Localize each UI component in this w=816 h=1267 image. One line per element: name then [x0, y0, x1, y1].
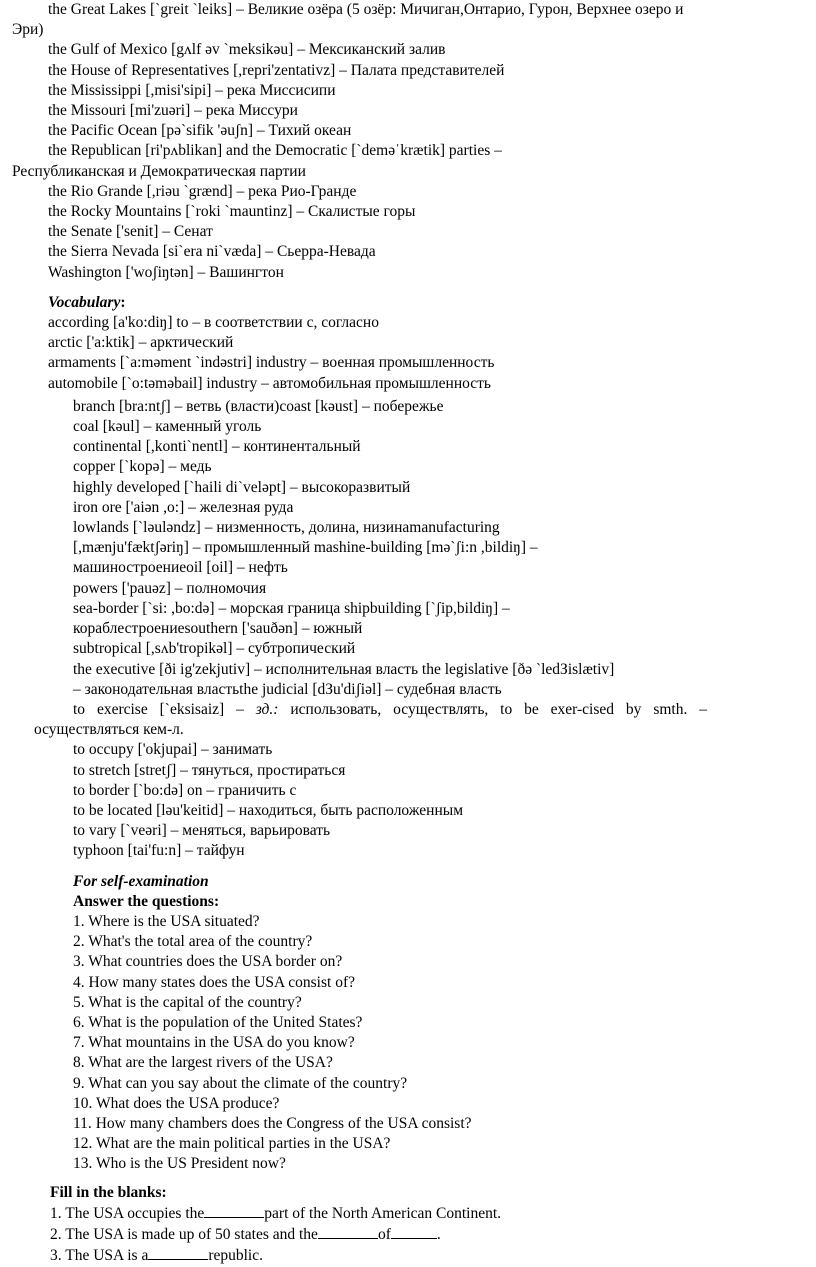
fill-item-text: of [377, 1225, 391, 1243]
question-item [0, 1154, 816, 1174]
question-text: What countries does the USA border on? [88, 953, 343, 971]
list-item: the Pacific Ocean [pə`sifik 'əuʃn] – Тихий океан [48, 122, 352, 140]
list-item-continuation: Эри) [12, 21, 44, 39]
question-text: What's the total area of the country? [88, 933, 313, 951]
question-number: 9. [73, 1074, 85, 1092]
list-item: the Mississippi [,misi'sipi] – река Миссисипи [48, 81, 336, 99]
fill-item-text: part of the North American Continent. [264, 1204, 502, 1222]
question-item [0, 1094, 816, 1114]
fill-blanks-section [0, 1183, 816, 1267]
blank-field[interactable] [204, 1203, 264, 1218]
questions-subtitle: Answer the questions: [73, 892, 220, 910]
place-names-list [0, 0, 816, 283]
question-number: 12. [73, 1135, 93, 1153]
vocab-item: armaments [`a:məment `indəstri] industry – военная промышленность [48, 354, 495, 372]
question-number: 3. [73, 953, 85, 971]
blank-field[interactable] [148, 1245, 208, 1260]
question-text: How many states does the USA consist of? [88, 973, 355, 991]
vocab-item: to vary [`veəri] – меняться, варьировать [73, 822, 331, 840]
vocab-item: кораблестроениеsouthern ['sauðən] – южный [73, 620, 363, 638]
vocabulary-section [0, 293, 816, 394]
self-examination-section [0, 872, 816, 1175]
question-text: What does the USA produce? [95, 1094, 280, 1112]
list-item: the Missouri [mi'zuəri] – река Миссури [48, 102, 298, 120]
list-item: the Rocky Mountains [`roki `mauntinz] – Скалистые горы [48, 203, 416, 221]
question-item [0, 973, 816, 993]
vocab-item: branch [bra:ntʃ] – ветвь (власти)coast [kəust] – побережье [73, 397, 444, 415]
exercise-word: be [524, 700, 539, 718]
exercise-word: – [699, 700, 707, 718]
vocab-item: to occupy ['okjupai] – занимать [73, 741, 273, 759]
fill-item-text: The USA is a [65, 1247, 149, 1265]
exercise-word: to [73, 700, 86, 718]
exercise-word: [`eksisaiz] [159, 700, 225, 718]
vocab-item: arctic ['a:ktik] – арктический [48, 334, 234, 352]
question-item [0, 1074, 816, 1094]
fill-item [0, 1245, 816, 1266]
vocab-item: to be located [ləu'keitid] – находиться, быть расположенным [73, 801, 463, 819]
question-number: 2. [73, 933, 85, 951]
vocab-item: highly developed [`haili di`veləpt] – высокоразвитый [73, 478, 411, 496]
fill-item-number: 2. [50, 1225, 62, 1243]
vocab-item: lowlands [`ləuləndz] – низменность, долина, низинаmanufacturing [73, 519, 500, 537]
exercise-word: использовать, [290, 700, 382, 718]
question-text: What is the capital of the country? [88, 993, 302, 1011]
list-item: the Rio Grande [,riəu `grænd] – река Рио-Гранде [48, 182, 357, 200]
exercise-word: exercise [96, 700, 148, 718]
vocab-item: copper [`kopə] – медь [73, 458, 212, 476]
list-item: the Great Lakes [`greit `leiks] – Великие озёра (5 озёр: Мичиган,Онтарио, Гурон, Верхнее озеро и [48, 1, 684, 18]
fill-item [0, 1224, 816, 1245]
vocab-item: машиностроениеoil [oil] – нефть [73, 559, 288, 577]
fill-item [0, 1203, 816, 1224]
fill-item-text: . [436, 1225, 441, 1243]
question-text: What can you say about the climate of the country? [88, 1074, 408, 1092]
vocabulary-colon: : [120, 293, 126, 311]
list-item: Washington ['woʃiŋtən] – Вашингтон [48, 263, 284, 281]
fill-item-text: The USA is made up of 50 states and the [65, 1225, 318, 1243]
exercise-word: exer-cised [550, 700, 615, 718]
question-number: 5. [73, 993, 85, 1011]
question-number: 8. [73, 1054, 85, 1072]
vocab-item: – законодательная властьthe judicial [dЗu'diʃiəl] – судебная власть [73, 680, 502, 698]
fill-item-number: 1. [50, 1204, 62, 1222]
fill-item-text: The USA occupies the [65, 1204, 205, 1222]
vocab-item-continuation: осуществляться кем-л. [34, 721, 184, 739]
question-number: 1. [73, 912, 85, 930]
question-number: 10. [73, 1094, 93, 1112]
list-item: the Gulf of Mexico [gʌlf əv `meksikəu] – Мексиканский залив [48, 41, 446, 59]
list-item: the Sierra Nevada [si`era ni`væda] – Сьерра-Невада [48, 243, 376, 261]
exercise-word: осуществлять, [393, 700, 489, 718]
vocabulary-heading [0, 293, 816, 313]
question-text: Where is the USA situated? [88, 912, 260, 930]
question-item [0, 1013, 816, 1033]
vocabulary-list [0, 397, 816, 862]
vocab-item: according [a'ko:diŋ] to – в соответствии с, согласно [48, 314, 379, 332]
exercise-word: – [236, 700, 244, 718]
question-item [0, 993, 816, 1013]
vocab-item: to border [`bo:də] on – граничить с [73, 781, 297, 799]
list-item: the Republican [ri'pʌblikan] and the Democratic [`deməˈkrætik] parties – [48, 142, 502, 160]
exercise-justified-line [73, 700, 707, 720]
question-number: 6. [73, 1013, 85, 1031]
vocab-item: to stretch [stretʃ] – тянуться, простираться [73, 761, 346, 779]
blank-field[interactable] [318, 1224, 378, 1239]
list-item-continuation: Республиканская и Демократическая партии [12, 162, 306, 180]
vocab-item: iron ore ['aiən ,o:] – железная руда [73, 498, 294, 516]
list-item: the House of Representatives [,repri'zentativz] – Палата представителей [48, 61, 505, 79]
question-number: 4. [73, 973, 85, 991]
question-text: Who is the US President now? [95, 1155, 286, 1173]
list-item: the Senate ['senit] – Сенат [48, 223, 213, 241]
question-item [0, 932, 816, 952]
question-item [0, 1033, 816, 1053]
question-number: 11. [73, 1114, 92, 1132]
vocab-item: coal [kəul] – каменный уголь [73, 418, 262, 436]
fill-item-text: republic. [208, 1247, 263, 1265]
question-text: What are the largest rivers of the USA? [88, 1054, 333, 1072]
vocab-item: sea-border [`si: ,bo:də] – морская граница shipbuilding [`ʃip,bildiŋ] – [73, 599, 510, 617]
question-item [0, 1134, 816, 1154]
question-item [0, 912, 816, 932]
fill-blanks-title: Fill in the blanks: [50, 1183, 167, 1201]
vocab-item: continental [,konti`nentl] – континентальный [73, 438, 361, 456]
vocab-item: [,mænju'fæktʃəriŋ] – промышленный mashine-building [mə`ʃi:n ,bildiŋ] – [73, 539, 538, 557]
question-text: How many chambers does the Congress of the USA consist? [95, 1114, 472, 1132]
vocab-item: automobile [`o:təməbail] industry – автомобильная промышленность [48, 374, 491, 392]
exercise-word: by [625, 700, 642, 718]
question-text: What mountains in the USA do you know? [88, 1034, 355, 1052]
vocab-item: the executive [ði ig'zekjutiv] – исполнительная власть the legislative [ðə `ledЗislætiv] [73, 660, 615, 678]
fill-item-number: 3. [50, 1247, 62, 1265]
blank-field[interactable] [391, 1224, 437, 1239]
question-text: What are the main political parties in the USA? [95, 1135, 391, 1153]
self-examination-title: For self-examination [73, 872, 209, 890]
question-number: 7. [73, 1034, 85, 1052]
vocab-item: typhoon [tai'fu:n] – тайфун [73, 842, 245, 860]
vocabulary-title: Vocabulary [48, 293, 121, 311]
exercise-word: to [500, 700, 513, 718]
exercise-word: smth. [653, 700, 688, 718]
question-item [0, 1114, 816, 1134]
question-number: 13. [73, 1155, 93, 1173]
question-text: What is the population of the United States? [88, 1013, 363, 1031]
vocab-item-exercise [0, 700, 816, 720]
question-item [0, 952, 816, 972]
question-item [0, 1053, 816, 1073]
vocab-item: subtropical [,sʌb'tropikəl] – субтропический [73, 640, 356, 658]
exercise-word: зд.: [255, 700, 279, 718]
vocab-item: powers ['pauəz] – полномочия [73, 579, 267, 597]
